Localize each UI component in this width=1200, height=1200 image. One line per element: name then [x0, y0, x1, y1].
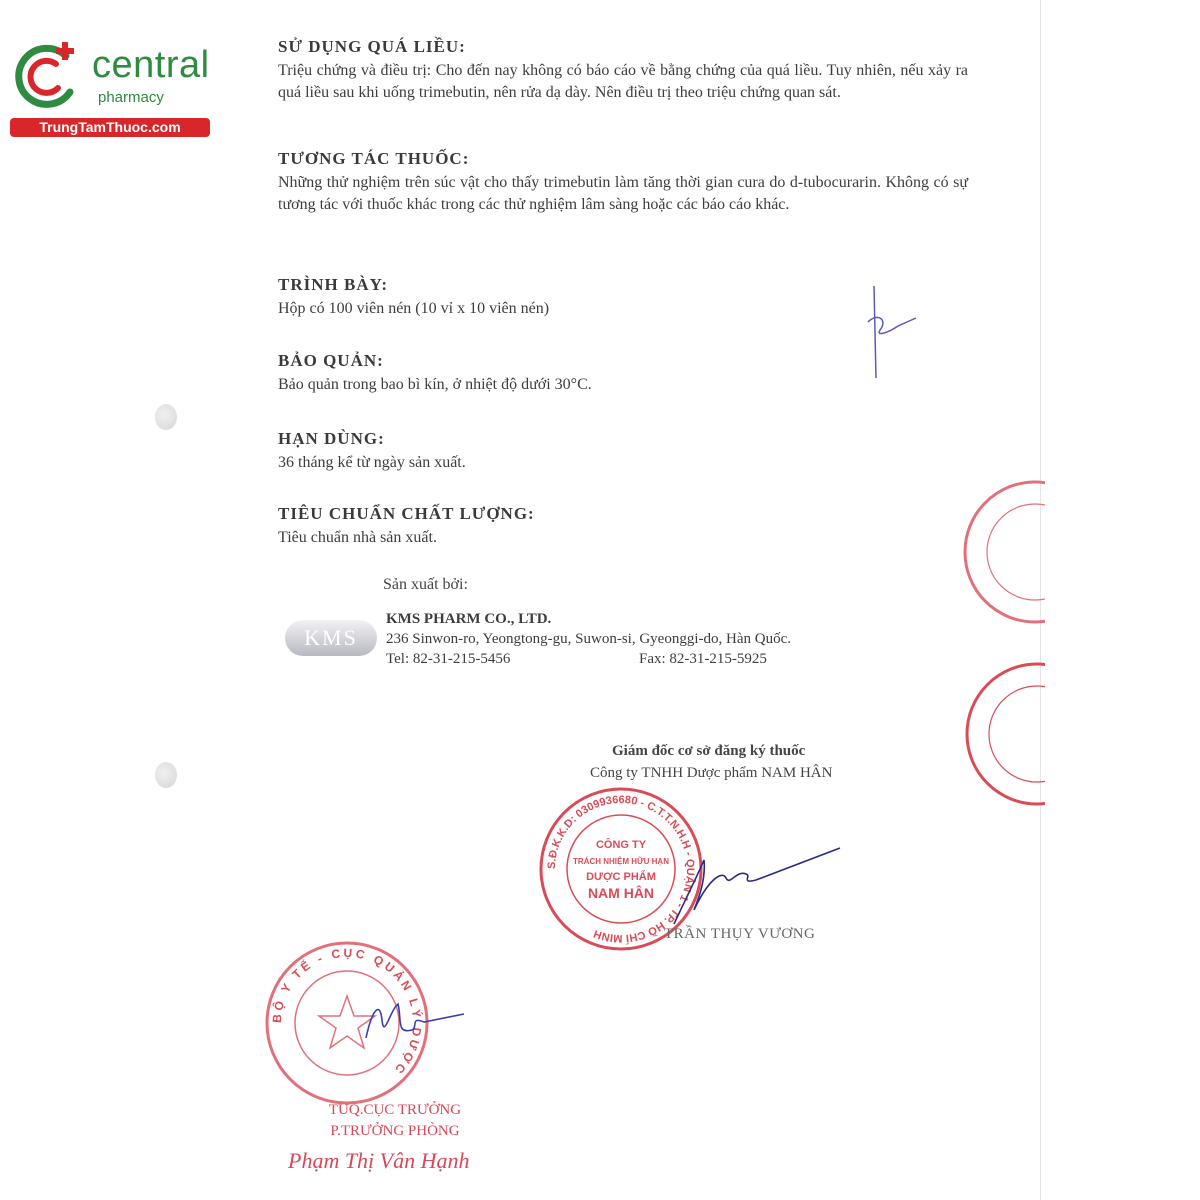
authority-line1: TUQ.CỤC TRƯỞNG — [328, 1102, 462, 1118]
company-stamp-line: NAM HÂN — [587, 885, 655, 901]
section-interactions — [278, 148, 968, 216]
punch-hole — [155, 404, 177, 430]
logo-subtitle: pharmacy — [98, 89, 164, 106]
section-heading: TRÌNH BÀY: — [278, 275, 388, 294]
company-stamp-line: DƯỢC PHẨM — [586, 871, 656, 883]
registrant-signer: TRẦN THỤY VƯƠNG — [664, 926, 816, 942]
section-expiry — [278, 428, 968, 474]
section-heading: TIÊU CHUẨN CHẤT LƯỢNG: — [278, 504, 535, 523]
section-heading: TƯƠNG TÁC THUỐC: — [278, 149, 470, 168]
punch-hole — [155, 762, 177, 788]
authority-signature — [352, 990, 472, 1060]
central-logo-icon — [8, 34, 92, 118]
partial-stamp-right — [955, 660, 1045, 810]
manufacturer-tel: Tel: 82-31-215-5456 — [386, 651, 511, 667]
authority-name: Phạm Thị Vân Hạnh — [288, 1148, 470, 1173]
registrant-company: Công ty TNHH Dược phẩm NAM HÂN — [590, 765, 833, 781]
section-heading: HẠN DÙNG: — [278, 429, 385, 448]
section-body: Hộp có 100 viên nén (10 vỉ x 10 viên nén) — [278, 300, 550, 317]
section-heading: BẢO QUẢN: — [278, 351, 384, 370]
section-overdose — [278, 36, 968, 104]
authority-block — [300, 1100, 490, 1142]
manufacturer-address: 236 Sinwon-ro, Yeongtong-gu, Suwon-si, Gyeonggi-do, Hàn Quốc. — [386, 631, 791, 647]
partial-stamp-right — [955, 478, 1045, 628]
manufacturer-label: Sản xuất bởi: — [383, 576, 468, 593]
kms-logo: KMS — [285, 620, 377, 656]
company-stamp-line: CÔNG TY — [595, 839, 647, 851]
manufacturer-fax: Fax: 82-31-215-5925 — [639, 651, 767, 667]
section-body: 36 tháng kể từ ngày sản xuất. — [278, 454, 466, 471]
initial-mark — [858, 282, 928, 382]
manufacturer-block — [386, 609, 791, 669]
section-heading: SỬ DỤNG QUÁ LIỀU: — [278, 37, 466, 56]
company-stamp-line: TRÁCH NHIỆM HỮU HẠN — [573, 857, 669, 866]
section-body: Bảo quản trong bao bì kín, ở nhiệt độ dưới 30°C. — [278, 376, 592, 393]
company-stamp-ring-text: S.Đ.K.K.D: 0309936680 - C.T.T.N.H.H - QUẬN 1 - TP. HỒ CHÍ MINH — [545, 793, 697, 945]
logo-banner: TrungTamThuoc.com — [10, 118, 210, 137]
registrant-role: Giám đốc cơ sở đăng ký thuốc — [612, 743, 806, 759]
ministry-stamp-ring-text: BỘ Y TẾ - CỤC QUẢN LÝ DƯỢC — [269, 945, 425, 1079]
registrant-signature — [660, 840, 850, 930]
section-body: Những thử nghiệm trên súc vật cho thấy trimebutin làm tăng thời gian cura do d-tubocurarin. Không có sự tương tác với thuốc khác trong các thử nghiệm lâm sàng hoặc các báo cáo khác. — [278, 174, 968, 213]
registrant-block — [590, 740, 833, 784]
central-pharmacy-logo — [8, 34, 213, 138]
authority-line2: P.TRƯỞNG PHÒNG — [330, 1123, 460, 1139]
section-body: Tiêu chuẩn nhà sản xuất. — [278, 529, 437, 546]
manufacturer-name: KMS PHARM CO., LTD. — [386, 611, 552, 627]
section-quality-standard — [278, 503, 968, 549]
logo-name: central — [92, 44, 210, 86]
section-body: Triệu chứng và điều trị: Cho đến nay không có báo cáo về bằng chứng của quá liều. Tuy nhiên, nếu xảy ra quá liều sau khi uống trimebutin, nên rửa dạ dày. Nên điều trị theo triệu chứng quan sát. — [278, 62, 968, 101]
